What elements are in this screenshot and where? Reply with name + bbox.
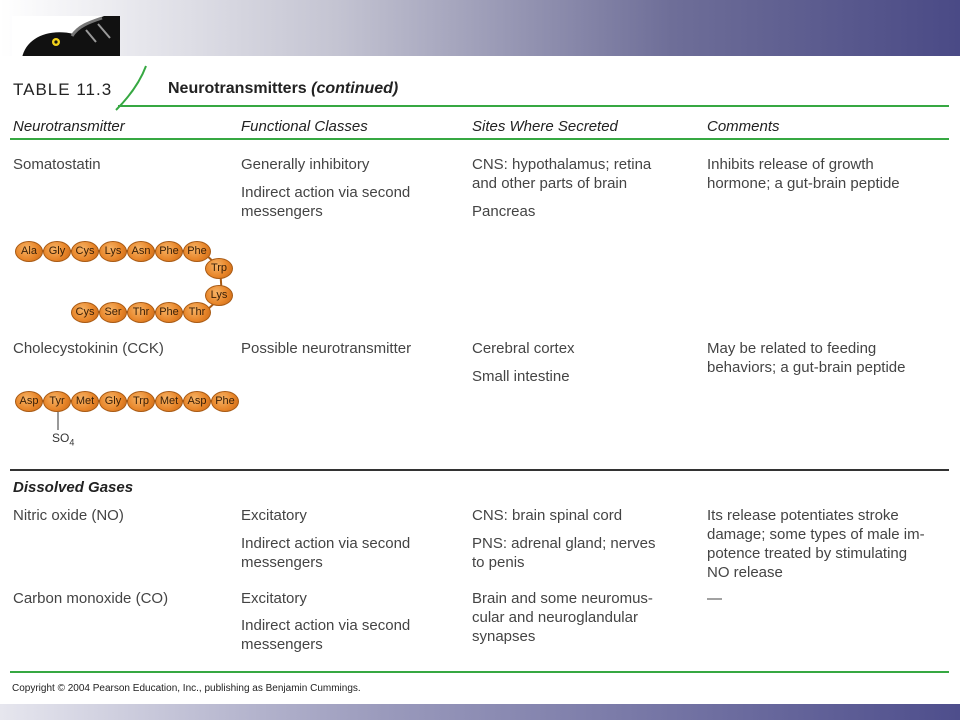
cck-bead: Trp: [127, 391, 155, 412]
row-no-site-2: PNS: adrenal gland; nerves: [472, 535, 656, 552]
row-cck-name: Cholecystokinin (CCK): [13, 340, 164, 357]
header-comments: Comments: [707, 118, 780, 135]
row-no-site-3: to penis: [472, 554, 525, 571]
row-no-site-1: CNS: brain spinal cord: [472, 507, 623, 524]
row-co-class-1: Excitatory: [241, 590, 307, 607]
row-co-class-2: Indirect action via second: [241, 617, 411, 634]
header-sites: Sites Where Secreted: [472, 118, 618, 135]
row-somatostatin-class-1: Generally inhibitory: [241, 156, 370, 173]
header-neurotransmitter: Neurotransmitter: [13, 118, 125, 135]
table-title: [168, 80, 398, 98]
row-somatostatin-name: Somatostatin: [13, 156, 101, 173]
footer-rule: [10, 671, 949, 673]
somatostatin-bead: Cys: [71, 302, 99, 323]
table-sheet: [0, 56, 960, 704]
row-co-name: Carbon monoxide (CO): [13, 590, 169, 607]
somatostatin-bead: Trp: [205, 258, 233, 279]
row-no-comment-3: potence treated by stimulating: [707, 545, 908, 562]
row-co-site-3: synapses: [472, 628, 536, 645]
cck-bead: Phe: [211, 391, 239, 412]
somatostatin-bead: Lys: [205, 285, 233, 306]
cck-bead: Met: [71, 391, 99, 412]
row-co-class-3: messengers: [241, 636, 323, 653]
cck-bead: Met: [155, 391, 183, 412]
row-cck-class-1: Possible neurotransmitter: [241, 340, 412, 357]
somatostatin-bead: Lys: [99, 241, 127, 262]
row-cck-comment-1: May be related to feeding: [707, 340, 877, 357]
row-no-class-1: Excitatory: [241, 507, 307, 524]
header-functional-classes: Functional Classes: [241, 118, 368, 135]
row-somatostatin-class-2: Indirect action via second: [241, 184, 411, 201]
row-no-comment-1: Its release potentiates stroke: [707, 507, 899, 524]
somatostatin-bead: Phe: [155, 241, 183, 262]
row-somatostatin-site-3: Pancreas: [472, 203, 536, 220]
somatostatin-bead: Phe: [183, 241, 211, 262]
sulfate-group-text: SO: [52, 431, 70, 445]
somatostatin-bead: Ala: [15, 241, 43, 262]
cck-bead: Tyr: [43, 391, 71, 412]
section-dissolved-gases: Dissolved Gases: [13, 479, 134, 496]
somatostatin-bead: Asn: [127, 241, 155, 262]
somatostatin-bead: Thr: [183, 302, 211, 323]
row-co-site-1: Brain and some neuromus-: [472, 590, 653, 607]
section-rule: [10, 469, 949, 471]
copyright-text: Copyright © 2004 Pearson Education, Inc., publishing as Benjamin Cummings.: [12, 683, 361, 694]
cck-bead: Gly: [99, 391, 127, 412]
row-somatostatin-comment-2: hormone; a gut-brain peptide: [707, 175, 900, 192]
row-no-comment-4: NO release: [707, 564, 783, 581]
somatostatin-bead: Phe: [155, 302, 183, 323]
sulfate-group: [52, 431, 74, 447]
footer-bar: [0, 704, 960, 720]
row-somatostatin-comment-1: Inhibits release of growth: [707, 156, 874, 173]
somatostatin-bead: Ser: [99, 302, 127, 323]
logo-image: [12, 16, 120, 58]
header-rule: [10, 138, 949, 140]
somatostatin-bead: Gly: [43, 241, 71, 262]
somatostatin-bead: Cys: [71, 241, 99, 262]
row-co-site-2: cular and neuroglandular: [472, 609, 638, 626]
somatostatin-bead: Thr: [127, 302, 155, 323]
cck-bead: Asp: [183, 391, 211, 412]
title-rule: [118, 105, 949, 107]
sulfate-group-subscript: 4: [69, 437, 75, 448]
row-no-comment-2: damage; some types of male im-: [707, 526, 925, 543]
row-no-name: Nitric oxide (NO): [13, 507, 124, 524]
row-no-class-2: Indirect action via second: [241, 535, 411, 552]
row-cck-site-2: Small intestine: [472, 368, 570, 385]
table-title-suffix: (continued): [311, 80, 399, 97]
cck-bead: Asp: [15, 391, 43, 412]
table-number: TABLE 11.3: [13, 80, 113, 99]
table-title-text: Neurotransmitters: [168, 80, 307, 97]
row-somatostatin-site-2: and other parts of brain: [472, 175, 628, 192]
row-somatostatin-class-3: messengers: [241, 203, 323, 220]
row-cck-comment-2: behaviors; a gut-brain peptide: [707, 359, 906, 376]
row-cck-site-1: Cerebral cortex: [472, 340, 575, 357]
row-no-class-3: messengers: [241, 554, 323, 571]
row-somatostatin-site-1: CNS: hypothalamus; retina: [472, 156, 652, 173]
row-co-comment-1: —: [707, 590, 722, 607]
